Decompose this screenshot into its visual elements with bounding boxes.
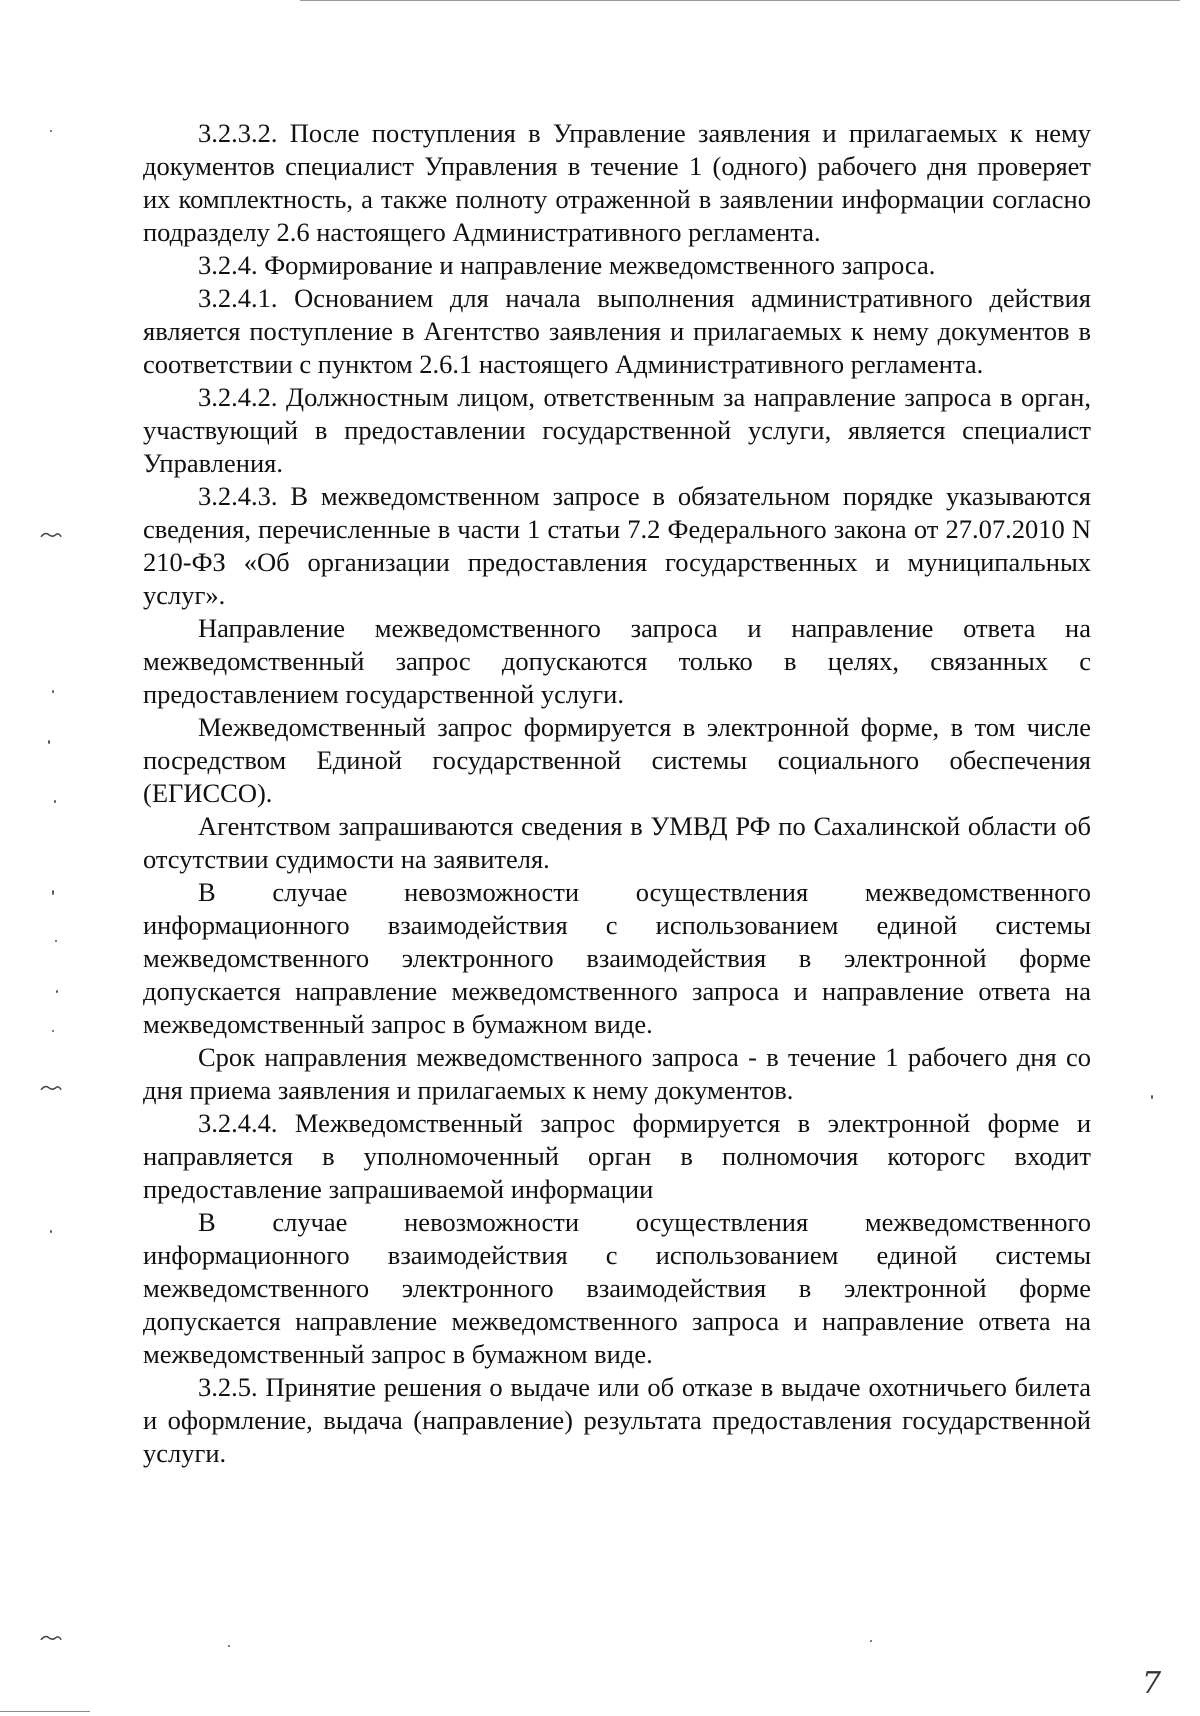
top-scan-edge [300, 0, 1180, 1]
scan-speck [50, 130, 52, 132]
scan-speck [55, 940, 57, 942]
paragraph-3-2-4-1: 3.2.4.1. Основанием для начала выполнения административного действия является поступление в Агентство заявления и прилагаемых к нему документов в соответствии с пунктом 2.6.1 настоящего Административного регламента. [143, 283, 1091, 379]
scan-speck [56, 990, 58, 993]
paragraph-deadline: Срок направления межведомственного запроса - в течение 1 рабочего дня со дня приема заявления и прилагаемых к нему документов. [143, 1042, 1091, 1105]
paragraph-3-2-4-2: 3.2.4.2. Должностным лицом, ответственным за направление запроса в орган, участвующий в предоставлении государственной услуги, является специалист Управления. [143, 382, 1091, 478]
paragraph-3-2-4: 3.2.4. Формирование и направление межведомственного запроса. [198, 250, 936, 280]
scan-speck [50, 1230, 52, 1233]
paragraph-3-2-4-3: 3.2.4.3. В межведомственном запросе в обязательном порядке указываются сведения, перечисленные в части 1 статьи 7.2 Федерального закона от 27.07.2010 N 210-ФЗ «Об организации предоставления государственных и муниципальных услуг». [143, 481, 1091, 610]
scan-speck [52, 690, 54, 693]
bottom-scan-edge [0, 1711, 90, 1712]
paragraph-paper-form-1: В случае невозможности осуществления межведомственного информационного взаимодействия с использованием единой системы межведомственного электронного взаимодействия в электронной форме допускается направление межведомственного запроса и направление ответа на межведомственный запрос в бумажном виде. [143, 877, 1091, 1039]
scan-speck [870, 1640, 872, 1642]
paragraph-3-2-3-2: 3.2.3.2. После поступления в Управление заявления и прилагаемых к нему документов специалист Управления в течение 1 (одного) рабочего дня проверяет их комплектность, а также полноту отраженной в заявлении информации согласно подразделу 2.6 настоящего Административного регламента. [143, 118, 1091, 247]
scan-smudge [40, 1083, 62, 1093]
scan-speck [228, 1645, 230, 1647]
paragraph-3-2-5: 3.2.5. Принятие решения о выдаче или об отказе в выдаче охотничьего билета и оформление, выдача (направление) результата предоставления государственной услуги. [143, 1372, 1091, 1468]
paragraph-3-2-4-4: 3.2.4.4. Межведомственный запрос формируется в электронной форме и направляется в уполномоченный орган в полномочия которогс входит предоставление запрашиваемой информации [143, 1108, 1091, 1204]
paragraph-umvd-request: Агентством запрашиваются сведения в УМВД РФ по Сахалинской области об отсутствии судимости на заявителя. [143, 811, 1091, 874]
paragraph-electronic-form: Межведомственный запрос формируется в электронной форме, в том числе посредством Единой государственной системы социального обеспечения (ЕГИССО). [143, 712, 1091, 808]
body-text [143, 117, 1091, 1470]
scan-speck [54, 800, 56, 803]
scan-smudge [40, 1633, 62, 1643]
scan-speck [48, 740, 50, 744]
paragraph-paper-form-2: В случае невозможности осуществления межведомственного информационного взаимодействия с использованием единой системы межведомственного электронного взаимодействия в электронной форме допускается направление межведомственного запроса и направление ответа на межведомственный запрос в бумажном виде. [143, 1207, 1091, 1369]
scan-speck [52, 890, 54, 895]
paragraph-request-purpose: Направление межведомственного запроса и направление ответа на межведомственный запрос допускаются только в целях, связанных с предоставлением государственной услуги. [143, 613, 1091, 709]
scan-speck [52, 1030, 54, 1032]
scan-speck [1151, 1095, 1153, 1099]
page-number: 7 [1142, 1666, 1162, 1701]
scan-smudge [40, 530, 62, 540]
